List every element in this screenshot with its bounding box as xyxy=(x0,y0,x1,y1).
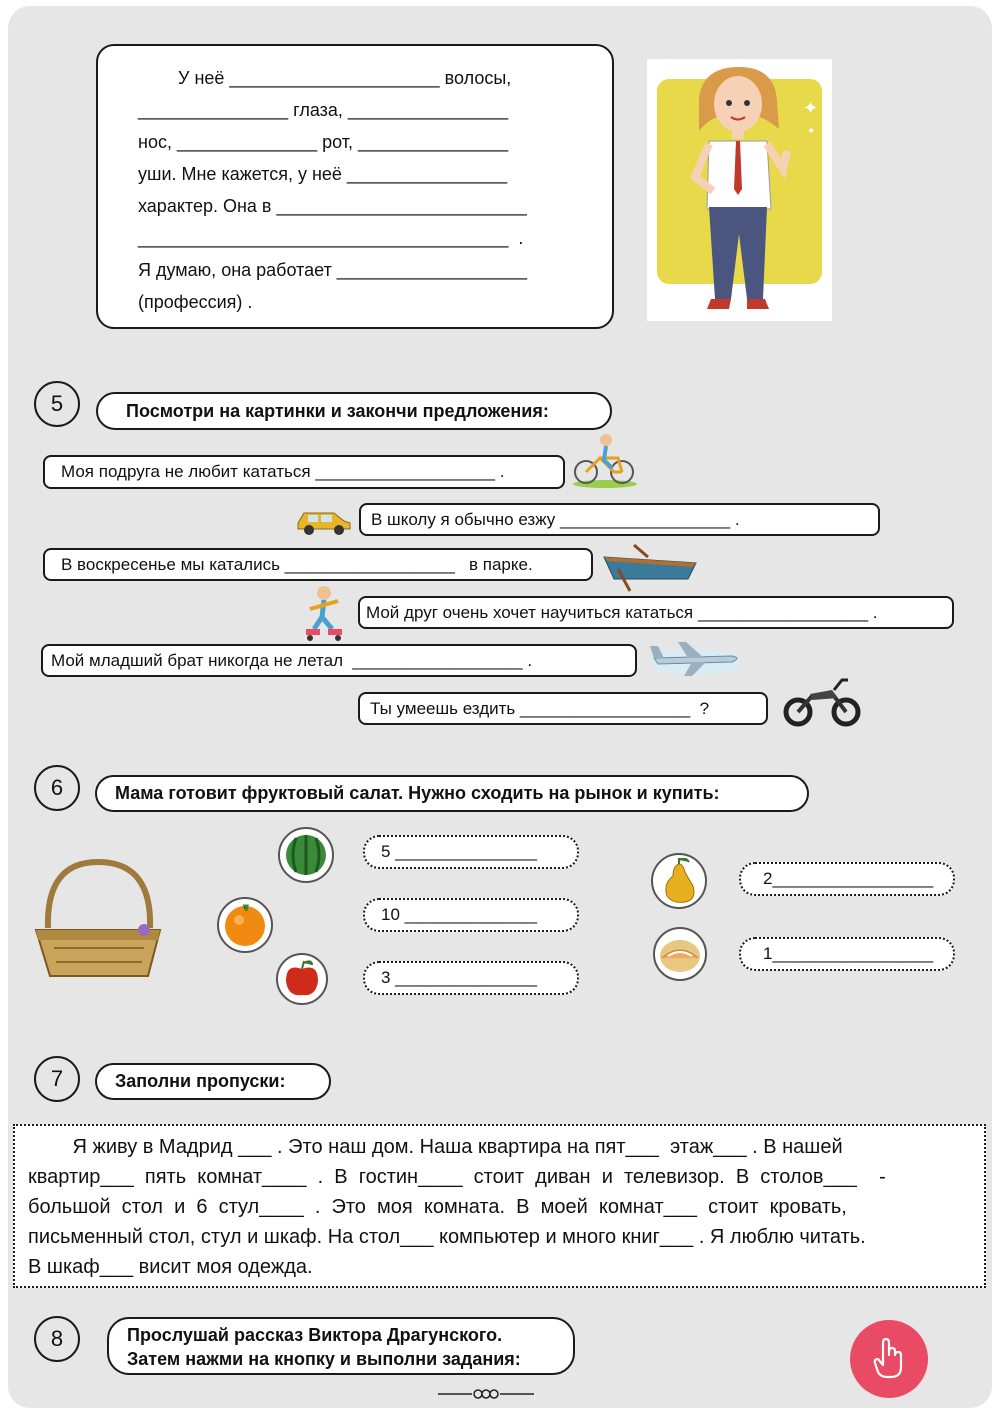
task7-story-line: Я живу в Мадрид ___ . Это наш дом. Наша квартира на пят___ этаж___ . В нашей xyxy=(28,1136,843,1158)
portrait-line: характер. Она в _________________________ xyxy=(138,196,527,216)
task5-sentence-plane: Мой младший брат никогда не летал __________________ . xyxy=(41,644,637,677)
portrait-text-box xyxy=(96,44,614,329)
task6-answer-orange[interactable]: 10 ______________ xyxy=(363,898,579,932)
task5-title: Посмотри на картинки и закончи предложения: xyxy=(96,392,612,430)
task8-title-line1: Прослушай рассказ Виктора Драгунского. xyxy=(127,1325,503,1345)
task5-sentence-motorcycle: Ты умеешь ездить __________________ ? xyxy=(358,692,768,725)
task7-story-line: большой стол и 6 стул____ . Это моя комната. В моей комнат___ стоит кровать, xyxy=(28,1196,847,1218)
task6-answer-melon[interactable]: 1_________________ xyxy=(739,937,955,971)
task7-story-line: письменный стол, стул и шкаф. На стол___ компьютер и много книг___ . Я люблю читать. xyxy=(28,1226,866,1248)
apple-icon xyxy=(276,953,328,1005)
car-icon xyxy=(294,503,352,535)
melon-icon xyxy=(653,927,707,981)
hand-pointer-icon xyxy=(869,1337,909,1381)
portrait-line: У неё _____________________ волосы, xyxy=(138,68,512,88)
airplane-icon xyxy=(648,636,744,680)
task6-answer-watermelon[interactable]: 5 _______________ xyxy=(363,835,579,869)
listen-button[interactable] xyxy=(850,1320,928,1398)
woman-illustration xyxy=(647,59,832,321)
task7-story-box xyxy=(13,1124,986,1288)
portrait-line: _____________________________________ . xyxy=(138,228,524,248)
portrait-line: (профессия) . xyxy=(138,292,253,312)
task7-title: Заполни пропуски: xyxy=(95,1063,331,1100)
task5-sentence-rollerskates: Мой друг очень хочет научиться кататься __________________ . xyxy=(358,596,954,629)
footer-ornament xyxy=(438,1386,534,1402)
svg-text:✦: ✦ xyxy=(807,126,816,137)
task5-number: 5 xyxy=(34,381,80,427)
task8-number: 8 xyxy=(34,1316,80,1362)
task7-story-line: В шкаф___ висит моя одежда. xyxy=(28,1256,313,1278)
portrait-line: Я думаю, она работает ___________________ xyxy=(138,260,528,280)
watermelon-icon xyxy=(278,827,334,883)
orange-icon xyxy=(217,897,273,953)
basket-icon xyxy=(34,858,164,984)
task6-title: Мама готовит фруктовый салат. Нужно сходить на рынок и купить: xyxy=(95,775,809,812)
portrait-line: нос, ______________ рот, _______________ xyxy=(138,132,509,152)
bicycle-icon xyxy=(570,428,640,490)
task5-sentence-car: В школу я обычно езжу __________________ . xyxy=(359,503,880,536)
task5-sentence-boat: В воскресенье мы катались __________________ в парке. xyxy=(43,548,593,581)
task8-title-line2: Затем нажми на кнопку и выполни задания: xyxy=(127,1349,521,1369)
task6-number: 6 xyxy=(34,765,80,811)
motorcycle-icon xyxy=(782,672,862,730)
boat-icon xyxy=(600,543,700,593)
task5-sentence-bicycle: Моя подруга не любит кататься ___________________ . xyxy=(43,455,565,489)
portrait-line: _______________ глаза, ________________ xyxy=(138,100,509,120)
task7-story-line: квартир___ пять комнат____ . В гостин____ стоит диван и телевизор. В столов___ - xyxy=(28,1166,886,1188)
svg-text:✦: ✦ xyxy=(803,98,819,118)
task6-answer-pear[interactable]: 2_________________ xyxy=(739,862,955,896)
pear-icon xyxy=(651,853,707,909)
rollerskate-icon xyxy=(298,583,346,643)
task8-title xyxy=(107,1317,575,1375)
portrait-line: уши. Мне кажется, у неё ________________ xyxy=(138,164,508,184)
task6-answer-apple[interactable]: 3 _______________ xyxy=(363,961,579,995)
task7-number: 7 xyxy=(34,1056,80,1102)
